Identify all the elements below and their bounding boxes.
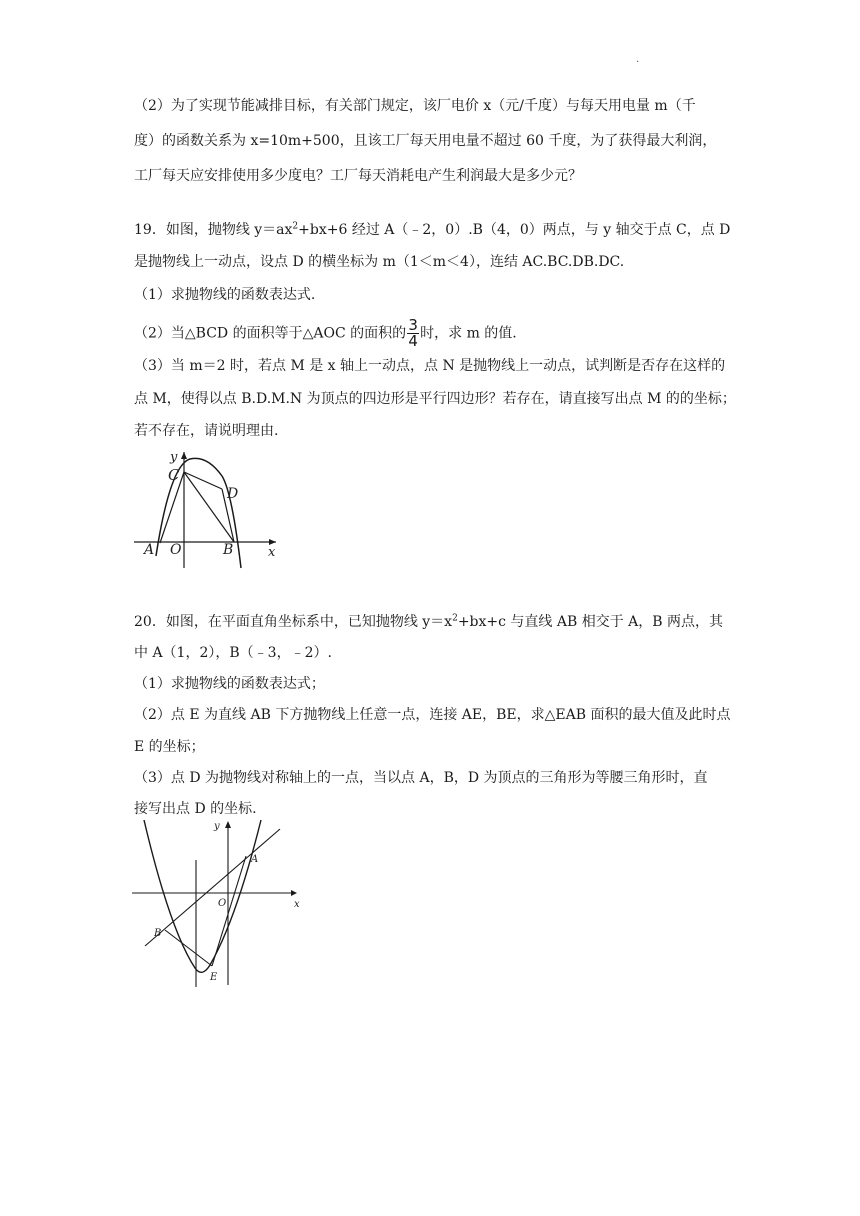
q18-part2-line1: （2）为了实现节能减排目标，有关部门规定，该厂电价 x（元/千度）与每天用电量 m（千 <box>134 98 696 114</box>
q20-part3-line1: （3）点 D 为抛物线对称轴上的一点，当以点 A，B，D 为顶点的三角形为等腰三角形时，直 <box>134 770 708 786</box>
q20-stem-line2: 中 A（1，2），B（﹣3，﹣2）. <box>134 645 332 661</box>
q19-label-O: O <box>170 542 182 558</box>
q19-label-C: C <box>168 466 180 484</box>
header-dot: . <box>636 54 640 65</box>
q19-label-B: B <box>223 542 234 558</box>
q19-frac-num: 3 <box>408 316 418 334</box>
q19-stem-a: 19．如图，抛物线 y＝ax <box>134 222 293 238</box>
q20-y-arrow <box>225 821 231 828</box>
q20-label-A: A <box>251 854 259 865</box>
q20-part2-line2: E 的坐标； <box>134 739 205 755</box>
q20-label-O: O <box>218 898 227 909</box>
q19-label-y: y <box>170 450 178 465</box>
q20-label-x: x <box>294 899 300 910</box>
q19-part2-a: （2）当△BCD 的面积等于△AOC 的面积的 <box>134 325 407 342</box>
q19-frac-den: 4 <box>408 332 418 350</box>
q18-part2-line3: 工厂每天应安排使用多少度电？工厂每天消耗电产生利润最大是多少元？ <box>134 168 582 184</box>
q19-stem-line2: 是抛物线上一动点，设点 D 的横坐标为 m（1＜m＜4），连结 AC.BC.DB.DC. <box>134 254 625 270</box>
q20-stem-a: 20．如图，在平面直角坐标系中，已知抛物线 y＝x <box>134 614 453 630</box>
q19-label-D: D <box>227 486 239 502</box>
q20-part2-line1: （2）点 E 为直线 AB 下方抛物线上任意一点，连接 AE，BE，求△EAB 面积的最大值及此时点 <box>134 707 731 723</box>
q19-part3-line2: 点 M，使得以点 B.D.M.N 为顶点的四边形是平行四边形？若存在，请直接写出点 M 的的坐标； <box>134 391 736 407</box>
q19-y-arrow <box>181 452 187 459</box>
q19-part1: （1）求抛物线的函数表达式. <box>134 287 316 303</box>
q20-segment-BE <box>165 930 212 966</box>
q20-part1: （1）求抛物线的函数表达式； <box>134 676 325 692</box>
q19-part3-line3: 若不存在，请说明理由. <box>134 423 279 439</box>
q18-part2-line2: 度）的函数关系为 x=10m+500，且该工厂每天用电量不超过 60 千度，为了获得最大利润， <box>134 133 717 149</box>
q20-x-arrow <box>291 890 297 896</box>
q20-stem-b: +bx+c 与直线 AB 相交于 A，B 两点，其 <box>457 614 724 630</box>
q20-line-AB <box>145 829 280 946</box>
q19-exp: 2 <box>292 221 299 232</box>
q20-label-E: E <box>210 972 218 983</box>
q19-label-A: A <box>144 542 155 558</box>
q20-part3-line2: 接写出点 D 的坐标. <box>134 801 257 817</box>
q19-label-x: x <box>268 545 276 560</box>
q20-label-B: B <box>154 928 162 939</box>
q19-stem-b: +bx+6 经过 A（﹣2，0）.B（4，0）两点，与 y 轴交于点 C，点 D <box>298 222 731 238</box>
q19-part2-b: 时，求 m 的值. <box>420 325 517 342</box>
q20-label-y: y <box>214 821 220 832</box>
q20-exp: 2 <box>452 613 458 624</box>
q19-part3-line1: （3）当 m＝2 时，若点 M 是 x 轴上一动点，点 N 是抛物线上一动点，试判断是否存在这样的 <box>134 358 726 374</box>
q20-stem-line1 <box>134 612 723 632</box>
